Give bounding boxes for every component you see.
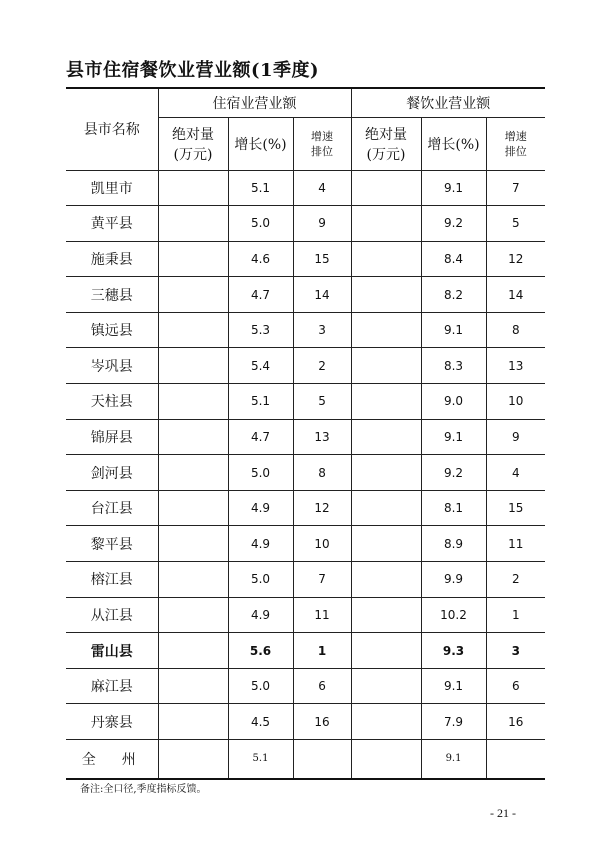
lodging-absolute-cell	[158, 740, 228, 779]
lodging-absolute-cell	[158, 668, 228, 704]
table-row	[66, 704, 545, 740]
catering-rank-cell: 13	[486, 348, 545, 384]
lodging-absolute-cell	[158, 241, 228, 277]
county-name-cell: 黄平县	[66, 206, 158, 242]
table-row	[66, 170, 545, 206]
lodging-growth-cell: 5.0	[228, 206, 293, 242]
lodging-absolute-cell	[158, 490, 228, 526]
page-number: - 21 -	[490, 806, 516, 820]
table-row	[66, 241, 545, 277]
county-name-cell: 雷山县	[66, 633, 158, 669]
lodging-absolute-cell	[158, 633, 228, 669]
lodging-rank-cell	[293, 740, 351, 779]
table-row	[66, 419, 545, 455]
header-absolute-label: 绝对量	[172, 126, 214, 143]
catering-growth-cell: 9.0	[421, 384, 486, 420]
catering-absolute-cell	[351, 170, 421, 206]
catering-growth-cell: 9.1	[421, 419, 486, 455]
catering-rank-cell: 9	[486, 419, 545, 455]
lodging-growth-cell: 4.7	[228, 419, 293, 455]
lodging-rank-cell: 14	[293, 277, 351, 313]
lodging-absolute-cell	[158, 170, 228, 206]
table-row	[66, 455, 545, 491]
lodging-rank-cell: 9	[293, 206, 351, 242]
lodging-absolute-cell	[158, 384, 228, 420]
catering-rank-cell	[486, 740, 545, 779]
county-name-cell: 黎平县	[66, 526, 158, 562]
header-county: 县市名称	[66, 88, 158, 170]
header-lodging-rank	[293, 117, 351, 170]
catering-growth-cell: 9.1	[421, 312, 486, 348]
catering-absolute-cell	[351, 312, 421, 348]
lodging-growth-cell: 5.0	[228, 562, 293, 598]
county-name-cell: 丹寨县	[66, 704, 158, 740]
county-name-cell: 三穗县	[66, 277, 158, 313]
lodging-absolute-cell	[158, 597, 228, 633]
table-note: 备注:全口径,季度指标反馈。	[80, 784, 207, 795]
lodging-growth-cell: 5.1	[228, 384, 293, 420]
catering-absolute-cell	[351, 455, 421, 491]
catering-growth-cell: 7.9	[421, 704, 486, 740]
catering-rank-cell: 11	[486, 526, 545, 562]
lodging-absolute-cell	[158, 277, 228, 313]
catering-growth-cell: 8.4	[421, 241, 486, 277]
catering-absolute-cell	[351, 668, 421, 704]
catering-absolute-cell	[351, 241, 421, 277]
table-row	[66, 384, 545, 420]
header-rank-line1: 增速	[311, 129, 333, 143]
lodging-rank-cell: 10	[293, 526, 351, 562]
lodging-absolute-cell	[158, 704, 228, 740]
lodging-growth-cell: 5.1	[228, 740, 293, 779]
catering-rank-cell: 15	[486, 490, 545, 526]
header-rank-line1: 增速	[504, 129, 527, 143]
table-row	[66, 348, 545, 384]
catering-absolute-cell	[351, 348, 421, 384]
lodging-rank-cell: 13	[293, 419, 351, 455]
catering-absolute-cell	[351, 526, 421, 562]
catering-absolute-cell	[351, 206, 421, 242]
lodging-rank-cell: 6	[293, 668, 351, 704]
lodging-growth-cell: 5.0	[228, 668, 293, 704]
catering-growth-cell: 9.1	[421, 740, 486, 779]
catering-absolute-cell	[351, 384, 421, 420]
lodging-growth-cell: 5.3	[228, 312, 293, 348]
lodging-rank-cell: 3	[293, 312, 351, 348]
catering-rank-cell: 2	[486, 562, 545, 598]
catering-rank-cell: 10	[486, 384, 545, 420]
table-row	[66, 206, 545, 242]
catering-growth-cell: 9.1	[421, 170, 486, 206]
lodging-absolute-cell	[158, 312, 228, 348]
table-row	[66, 668, 545, 704]
catering-rank-cell: 5	[486, 206, 545, 242]
lodging-absolute-cell	[158, 348, 228, 384]
catering-absolute-cell	[351, 277, 421, 313]
county-name-cell: 榕江县	[66, 562, 158, 598]
lodging-growth-cell: 4.7	[228, 277, 293, 313]
county-name-cell: 锦屏县	[66, 419, 158, 455]
lodging-rank-cell: 12	[293, 490, 351, 526]
header-unit-label: (万元)	[366, 146, 406, 163]
header-rank-line2: 排位	[504, 144, 527, 158]
lodging-absolute-cell	[158, 419, 228, 455]
lodging-growth-cell: 4.9	[228, 490, 293, 526]
county-name-cell: 天柱县	[66, 384, 158, 420]
table-row	[66, 562, 545, 598]
catering-growth-cell: 9.1	[421, 668, 486, 704]
header-lodging-absolute	[158, 117, 228, 170]
county-name-cell: 岑巩县	[66, 348, 158, 384]
catering-absolute-cell	[351, 597, 421, 633]
lodging-rank-cell: 16	[293, 704, 351, 740]
catering-absolute-cell	[351, 490, 421, 526]
header-rank-line2: 排位	[311, 144, 333, 158]
lodging-absolute-cell	[158, 526, 228, 562]
county-name-cell: 全 州	[66, 740, 158, 779]
catering-growth-cell: 8.2	[421, 277, 486, 313]
header-catering-absolute	[351, 117, 421, 170]
lodging-rank-cell: 7	[293, 562, 351, 598]
header-absolute-label: 绝对量	[365, 126, 408, 143]
lodging-growth-cell: 5.4	[228, 348, 293, 384]
catering-absolute-cell	[351, 419, 421, 455]
header-catering: 餐饮业营业额	[351, 88, 545, 117]
catering-rank-cell: 4	[486, 455, 545, 491]
header-catering-growth: 增长(%)	[421, 117, 486, 170]
catering-rank-cell: 12	[486, 241, 545, 277]
catering-growth-cell: 10.2	[421, 597, 486, 633]
county-name-cell: 剑河县	[66, 455, 158, 491]
lodging-growth-cell: 5.0	[228, 455, 293, 491]
lodging-rank-cell: 5	[293, 384, 351, 420]
page-title: 县市住宿餐饮业营业额(1季度)	[66, 60, 320, 81]
catering-absolute-cell	[351, 740, 421, 779]
lodging-growth-cell: 4.9	[228, 597, 293, 633]
lodging-absolute-cell	[158, 562, 228, 598]
county-name-cell: 台江县	[66, 490, 158, 526]
catering-rank-cell: 1	[486, 597, 545, 633]
lodging-rank-cell: 8	[293, 455, 351, 491]
lodging-rank-cell: 11	[293, 597, 351, 633]
total-row	[66, 740, 545, 779]
catering-absolute-cell	[351, 704, 421, 740]
lodging-growth-cell: 4.6	[228, 241, 293, 277]
catering-growth-cell: 9.2	[421, 206, 486, 242]
lodging-growth-cell: 4.9	[228, 526, 293, 562]
table-row	[66, 526, 545, 562]
catering-rank-cell: 6	[486, 668, 545, 704]
lodging-absolute-cell	[158, 206, 228, 242]
county-revenue-table	[66, 87, 545, 780]
header-lodging-growth: 增长(%)	[228, 117, 293, 170]
catering-rank-cell: 8	[486, 312, 545, 348]
header-lodging: 住宿业营业额	[158, 88, 351, 117]
catering-absolute-cell	[351, 562, 421, 598]
county-name-cell: 施秉县	[66, 241, 158, 277]
catering-growth-cell: 8.1	[421, 490, 486, 526]
table-row	[66, 597, 545, 633]
catering-growth-cell: 8.9	[421, 526, 486, 562]
catering-rank-cell: 3	[486, 633, 545, 669]
catering-rank-cell: 16	[486, 704, 545, 740]
lodging-rank-cell: 2	[293, 348, 351, 384]
lodging-rank-cell: 4	[293, 170, 351, 206]
county-name-cell: 麻江县	[66, 668, 158, 704]
county-name-cell: 镇远县	[66, 312, 158, 348]
catering-growth-cell: 9.2	[421, 455, 486, 491]
table-row	[66, 312, 545, 348]
catering-rank-cell: 14	[486, 277, 545, 313]
header-unit-label: (万元)	[173, 146, 213, 163]
catering-growth-cell: 8.3	[421, 348, 486, 384]
table-row	[66, 277, 545, 313]
catering-growth-cell: 9.9	[421, 562, 486, 598]
lodging-growth-cell: 5.1	[228, 170, 293, 206]
catering-absolute-cell	[351, 633, 421, 669]
lodging-rank-cell: 1	[293, 633, 351, 669]
lodging-growth-cell: 4.5	[228, 704, 293, 740]
lodging-absolute-cell	[158, 455, 228, 491]
catering-rank-cell: 7	[486, 170, 545, 206]
lodging-rank-cell: 15	[293, 241, 351, 277]
catering-growth-cell: 9.3	[421, 633, 486, 669]
county-name-cell: 凯里市	[66, 170, 158, 206]
county-name-cell: 从江县	[66, 597, 158, 633]
table-row	[66, 633, 545, 669]
table-row	[66, 490, 545, 526]
header-catering-rank	[486, 117, 545, 170]
lodging-growth-cell: 5.6	[228, 633, 293, 669]
